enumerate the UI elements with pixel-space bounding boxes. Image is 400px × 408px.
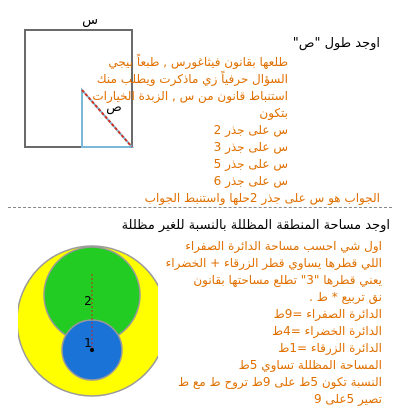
section-divider [8,207,392,208]
circles-figure [18,234,158,400]
triangle-side-label: ص [106,100,122,115]
section2-line: تصير 5على 9 [313,392,382,406]
section2-title: اوجد مساحة المنطقة المظللة بالنسبة للغير مظللة [121,218,390,233]
section1-body [92,54,288,190]
section1-line: السؤال حرفياً زي ماذكرت ويطلب منك [96,72,288,86]
green-radius-label: 2 [84,294,92,308]
section2-body [166,238,382,408]
section2-line: يعني قطرها "3" تطلع مساحتها بقانون [193,273,382,287]
section2-line: النسبة تكون 5ط على 9ط تروح ط مع ط [177,375,382,389]
section2-line: الدائرة الزرقاء =1ط [278,341,382,355]
section2-line: اللي قطرها يساوي قطر الزرقاء + الخضراء [165,256,382,270]
section1-line: س على جذر 6 [213,174,288,188]
section2-line: المساحة المظللة تساوي 5ط [238,358,382,372]
section2-line: الدائرة الصفراء =9ط [273,307,382,321]
blue-radius-label: 1 [84,336,92,350]
section2-line: نق تربيع * ط . [309,290,382,304]
section1-line: س على جذر 5 [213,157,288,171]
section1-answer: الجواب هو س على جذر 2حلها واستنبط الجواب [144,191,380,205]
section1-line: س على جذر 3 [213,140,288,154]
section1-line: س على جذر 2 [213,123,288,137]
section1-line: طلعها بقانون فيثاغورس , طبعاً بيجي [108,55,288,69]
section1-line: بتكون [259,106,288,120]
section1-line: استنباط قانون من س , الزبدة الخيارات [92,89,288,103]
section1-title: اوجد طول "ص" [292,36,380,51]
section2-line: الدائرة الخضراء =4ط [271,324,382,338]
square-side-label: س [82,13,98,28]
section2-line: اول شي احسب مساحة الدائرة الصفراء [185,239,382,253]
